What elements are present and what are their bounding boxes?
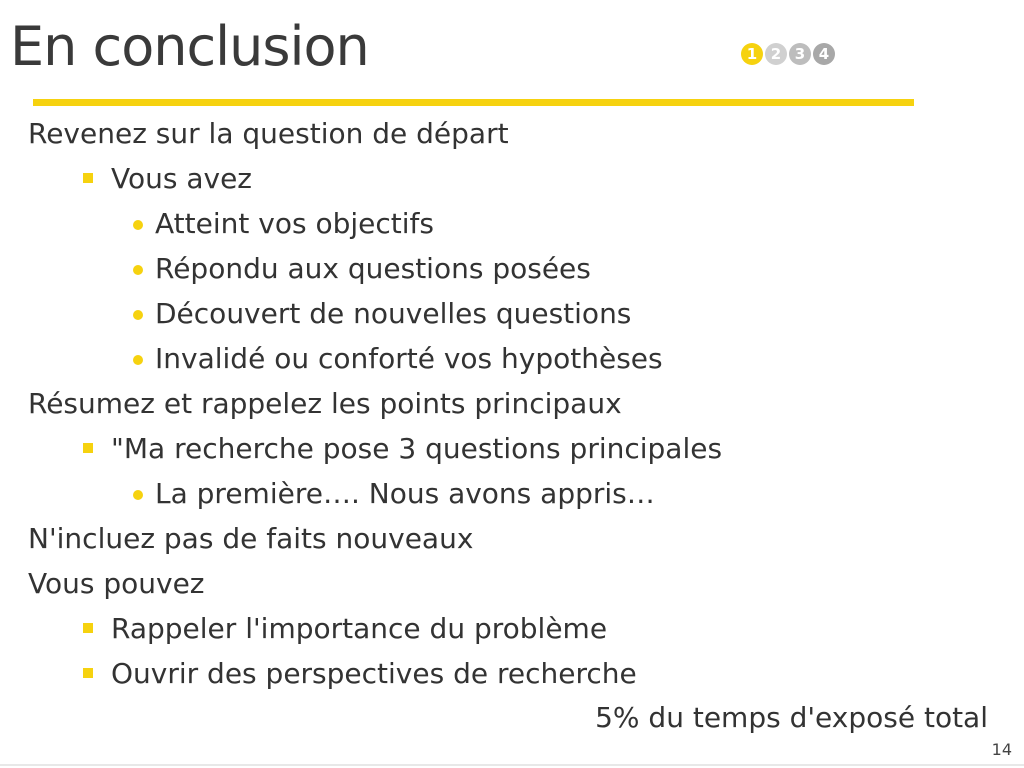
bullet-text: La première…. Nous avons appris… bbox=[155, 477, 655, 510]
square-bullet-icon bbox=[83, 668, 93, 678]
footer-divider bbox=[0, 764, 1024, 766]
bullet-line bbox=[28, 204, 1008, 249]
bullet-list bbox=[28, 114, 1008, 699]
square-bullet-icon bbox=[83, 443, 93, 453]
bullet-line bbox=[28, 519, 1008, 564]
dot-bullet-icon bbox=[133, 310, 143, 320]
step-1-indicator: 1 bbox=[741, 43, 763, 65]
step-4-indicator: 4 bbox=[813, 43, 835, 65]
progress-steps bbox=[741, 43, 835, 65]
bullet-line bbox=[28, 249, 1008, 294]
title-divider bbox=[33, 99, 914, 106]
bullet-text: Vous avez bbox=[111, 162, 252, 195]
bullet-text: Ouvrir des perspectives de recherche bbox=[111, 657, 637, 690]
bullet-line bbox=[28, 339, 1008, 384]
bullet-text: Répondu aux questions posées bbox=[155, 252, 591, 285]
bullet-line bbox=[28, 429, 1008, 474]
bullet-text: Découvert de nouvelles questions bbox=[155, 297, 632, 330]
bullet-text: Résumez et rappelez les points principaux bbox=[28, 387, 622, 420]
step-2-indicator: 2 bbox=[765, 43, 787, 65]
dot-bullet-icon bbox=[133, 490, 143, 500]
bullet-line bbox=[28, 474, 1008, 519]
page-number: 14 bbox=[991, 740, 1012, 759]
bullet-line bbox=[28, 114, 1008, 159]
bullet-line bbox=[28, 564, 1008, 609]
bullet-text: Atteint vos objectifs bbox=[155, 207, 434, 240]
time-note: 5% du temps d'exposé total bbox=[595, 701, 988, 734]
square-bullet-icon bbox=[83, 623, 93, 633]
bullet-line bbox=[28, 294, 1008, 339]
bullet-text: N'incluez pas de faits nouveaux bbox=[28, 522, 474, 555]
slide-title: En conclusion bbox=[10, 15, 369, 78]
bullet-text: Invalidé ou conforté vos hypothèses bbox=[155, 342, 663, 375]
bullet-text: Rappeler l'importance du problème bbox=[111, 612, 608, 645]
bullet-line bbox=[28, 609, 1008, 654]
bullet-text: "Ma recherche pose 3 questions principales bbox=[111, 432, 723, 465]
bullet-line bbox=[28, 159, 1008, 204]
dot-bullet-icon bbox=[133, 265, 143, 275]
square-bullet-icon bbox=[83, 173, 93, 183]
bullet-line bbox=[28, 654, 1008, 699]
bullet-text: Revenez sur la question de départ bbox=[28, 117, 509, 150]
step-3-indicator: 3 bbox=[789, 43, 811, 65]
bullet-line bbox=[28, 384, 1008, 429]
bullet-text: Vous pouvez bbox=[28, 567, 205, 600]
dot-bullet-icon bbox=[133, 220, 143, 230]
dot-bullet-icon bbox=[133, 355, 143, 365]
